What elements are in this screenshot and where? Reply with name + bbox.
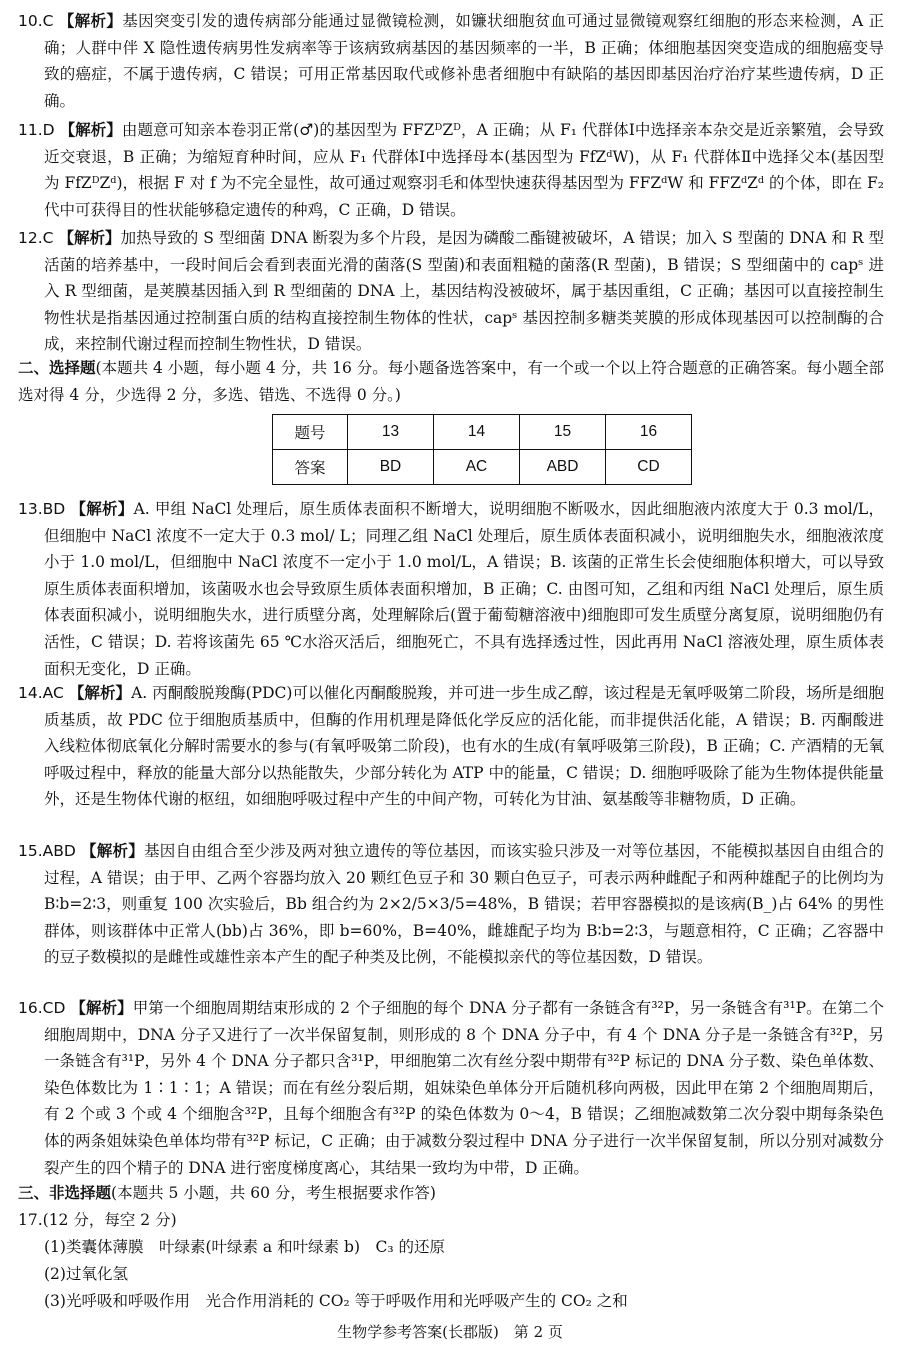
table-cell-answer: BD <box>348 450 434 485</box>
analysis-text: 由题意可知亲本卷羽正常(♂)的基因型为 FFZᴰZᴰ，A 正确；从 F₁ 代群体Ⅰ中选择亲本杂交是近亲繁殖，会导致近交衰退，B 正确；为缩短育种时间，应从 F₁ 代群体Ⅰ中选择母本(基因型为 FfZᵈW)，从 F₁ 代群体Ⅱ中选择父本(基因型为 FfZᴰZᵈ)，根据 F 对 f 为不完全显性，故可通过观察羽毛和体型快速获得基因型为 FFZᵈW 和 FFZᵈZᵈ 的个体，即在 F₂ 代中可获得目的性状能够稳定遗传的种鸡，C 正确，D 错误。 <box>44 121 884 219</box>
table-cell-number: 14 <box>434 415 520 450</box>
question-number: 10.C <box>18 12 54 30</box>
section-title: 三、非选择题 <box>18 1184 112 1202</box>
answer-q13 <box>18 496 884 682</box>
table-cell-number: 15 <box>520 415 606 450</box>
analysis-text: 基因自由组合至少涉及两对独立遗传的等位基因，而该实验只涉及一对等位基因，不能模拟基因自由组合的过程，A 错误；由于甲、乙两个容器均放入 20 颗红色豆子和 30 颗白色豆子，可表示两种雌配子和两种雄配子的比例均为 B∶b=2∶3，则重复 100 次实验后，Bb 组合约为 2×2/5×3/5=48%，B 错误；若甲容器模拟的是该病(B_)占 64% 的男性群体，则该群体中正常人(bb)占 36%，即 b=60%，B=40%，雌雄配子均为 B∶b=2∶3，与题意相符，C 正确；乙容器中的豆子数模拟的是雌性或雄性亲本产生的配子种类及比例，不能模拟亲代的等位基因数，D 错误。 <box>44 842 884 967</box>
question-number: 16.CD <box>18 999 66 1017</box>
answer-q14 <box>18 680 884 813</box>
answer-table <box>272 414 692 485</box>
analysis-tag: 【解析】 <box>58 12 123 30</box>
section-title: 二、选择题 <box>18 359 96 377</box>
question-number: 11.D <box>18 121 55 139</box>
table-row <box>273 415 692 450</box>
question-number: 12.C <box>18 229 54 247</box>
analysis-tag: 【解析】 <box>81 842 145 860</box>
question-number: 13.BD <box>18 500 66 518</box>
table-label-number: 题号 <box>273 415 348 450</box>
answer-q15 <box>18 838 884 971</box>
analysis-text: 加热导致的 S 型细菌 DNA 断裂为多个片段，是因为磷酸二酯键被破坏，A 错误；加入 S 型菌的 DNA 和 R 型活菌的培养基中，一段时间后会看到表面光滑的菌落(S 型菌)和表面粗糙的菌落(R 型菌)，B 错误；S 型细菌中的 capˢ 进入 R 型细菌，是荚膜基因插入到 R 型细菌的 DNA 上，基因结构没被破坏，属于基因重组，C 正确；基因可以直接控制生物性状是指基因通过控制蛋白质的结构直接控制生物体的性状，capˢ 基因控制多糖类荚膜的形成体现基因可以控制酶的合成，来控制代谢过程而控制生物性状，D 错误。 <box>44 229 884 354</box>
analysis-text: 甲第一个细胞周期结束形成的 2 个子细胞的每个 DNA 分子都有一条链含有³²P，另一条链含有³¹P。在第二个细胞周期中，DNA 分子又进行了一次半保留复制，则形成的 8 个 DNA 分子中，有 4 个 DNA 分子是一条链含有³²P，另一条链含有³¹P，另外 4 个 DNA 分子都只含³¹P，甲细胞第二次有丝分裂中期带有³²P 标记的 DNA 分子数、染色单体数、染色体数比为 1∶1∶1；A 错误；而在有丝分裂后期，姐妹染色单体分开后随机移向两极，因此甲在第 2 个细胞周期后，有 2 个或 3 个或 4 个细胞含³²P，且每个细胞含有³²P 的染色体数为 0～4，B 错误；乙细胞减数第二次分裂中期每条染色体的两条姐妹染色单体均带有³²P 标记，C 正确；由于减数分裂过程中 DNA 分子进行一次半保留复制，所以分别对减数分裂产生的四个精子的 DNA 进行密度梯度离心，其结果一致均为中带，D 正确。 <box>44 999 884 1177</box>
analysis-text: A. 甲组 NaCl 处理后，原生质体表面积不断增大，说明细胞不断吸水，因此细胞液内浓度大于 0.3 mol/L，但细胞中 NaCl 浓度不一定大于 0.3 mol/ L；同理乙组 NaCl 处理后，原生质体表面积减小，说明细胞失水，细胞液浓度小于 1.0 mol/L，但细胞中 NaCl 浓度不一定小于 1.0 mol/L，A 错误；B. 该菌的正常生长会使细胞体积增大，可以导致原生质体表面积增加，该菌吸水也会导致原生质体表面积增加，B 正确；C. 由图可知，乙组和丙组 NaCl 处理后，原生质体表面积减小，说明细胞失水，进行质壁分离，处理解除后(置于葡萄糖溶液中)细胞即可发生质壁分离复原，说明细胞仍有活性，C 错误；D. 若将该菌先 65 ℃水浴灭活后，细胞死亡，不具有选择透过性，因此再用 NaCl 溶液处理，原生质体表面积无变化，D 正确。 <box>44 500 884 678</box>
answer-q10 <box>18 8 884 114</box>
analysis-text: 基因突变引发的遗传病部分能通过显微镜检测，如镰状细胞贫血可通过显微镜观察红细胞的形态来检测，A 正确；人群中伴 X 隐性遗传病男性发病率等于该病致病基因的基因频率的一半，B 正确；体细胞基因突变造成的细胞癌变导致的癌症，不属于遗传病，C 错误；可用正常基因取代或修补患者细胞中有缺陷的基因即基因治疗治疗某些遗传病，D 正确。 <box>44 12 884 110</box>
table-label-answer: 答案 <box>273 450 348 485</box>
analysis-tag: 【解析】 <box>59 121 122 139</box>
page-footer: 生物学参考答案(长郡版) 第 2 页 <box>337 1323 563 1341</box>
table-cell-answer: ABD <box>520 450 606 485</box>
q17-answer-3: (3)光呼吸和呼吸作用 光合作用消耗的 CO₂ 等于呼吸作用和光呼吸产生的 CO₂ 之和 <box>44 1292 628 1310</box>
analysis-tag: 【解析】 <box>70 500 134 518</box>
answer-q12 <box>18 225 884 358</box>
analysis-tag: 【解析】 <box>68 684 132 702</box>
table-cell-number: 16 <box>606 415 692 450</box>
section-instructions: (本题共 5 小题，共 60 分，考生根据要求作答) <box>111 1184 436 1202</box>
analysis-tag: 【解析】 <box>70 999 133 1017</box>
section-two <box>18 355 884 408</box>
table-cell-answer: CD <box>606 450 692 485</box>
table-cell-answer: AC <box>434 450 520 485</box>
question-number: 14.AC <box>18 684 64 702</box>
question-number: 15.ABD <box>18 842 76 860</box>
q17-answer-2: (2)过氧化氢 <box>44 1265 128 1283</box>
q17-answer-1: (1)类囊体薄膜 叶绿素(叶绿素 a 和叶绿素 b) C₃ 的还原 <box>44 1238 445 1256</box>
table-row <box>273 450 692 485</box>
section-instructions: (本题共 4 小题，每小题 4 分，共 16 分。每小题备选答案中，有一个或一个以上符合题意的正确答案。每小题全部选对得 4 分，少选得 2 分，多选、错选、不选得 0 分。) <box>18 359 884 404</box>
analysis-text: A. 丙酮酸脱羧酶(PDC)可以催化丙酮酸脱羧，并可进一步生成乙醇，该过程是无氧呼吸第二阶段，场所是细胞质基质，故 PDC 位于细胞质基质中，但酶的作用机理是降低化学反应的活化能，而非提供活化能，A 错误；B. 丙酮酸进入线粒体彻底氧化分解时需要水的参与(有氧呼吸第二阶段)，也有水的生成(有氧呼吸第三阶段)，B 正确；C. 产酒精的无氧呼吸过程中，释放的能量大部分以热能散失，少部分转化为 ATP 中的能量，C 错误；D. 细胞呼吸除了能为生物体提供能量外，还是生物体代谢的枢纽，如细胞呼吸过程中产生的中间产物，可转化为甘油、氨基酸等非糖物质，D 正确。 <box>44 684 884 809</box>
table-cell-number: 13 <box>348 415 434 450</box>
answer-q16 <box>18 995 884 1181</box>
section-three <box>18 1180 884 1207</box>
q17-header: 17.(12 分，每空 2 分) <box>18 1211 177 1229</box>
answer-q11 <box>18 117 884 223</box>
analysis-tag: 【解析】 <box>58 229 121 247</box>
